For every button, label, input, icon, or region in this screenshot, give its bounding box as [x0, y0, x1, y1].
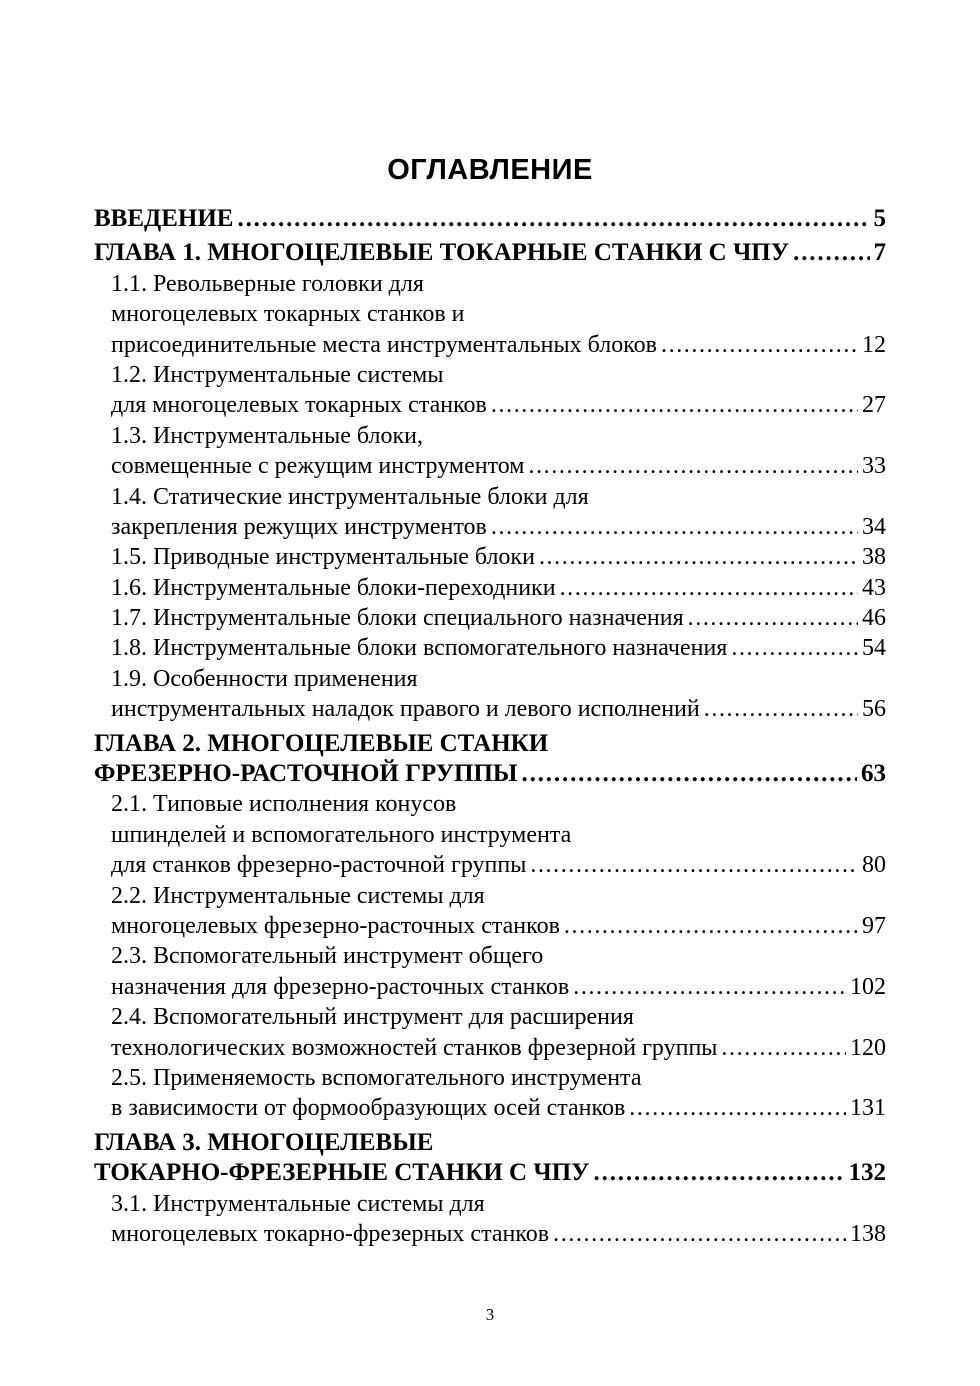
toc-entry-text: технологических возможностей станков фрезерной группы [111, 1034, 718, 1061]
toc-entry-text: шпинделей и вспомогательного инструмента [111, 821, 572, 848]
leader-dots [793, 238, 869, 268]
toc-page-number: 38 [862, 544, 886, 571]
leader-dots [237, 204, 869, 234]
toc-entry-text: ГЛАВА 3. МНОГОЦЕЛЕВЫЕ [94, 1128, 434, 1156]
toc-entry-text: для многоцелевых токарных станков [111, 392, 487, 419]
toc-page-number: 12 [862, 331, 886, 358]
page-number: 3 [485, 1305, 495, 1324]
toc-page-number: 7 [873, 239, 886, 267]
toc-entry-2-5[interactable] [94, 1063, 886, 1124]
toc-entry-1-3[interactable] [94, 421, 886, 482]
toc-entry-text: 1.2. Инструментальные системы [111, 361, 444, 388]
toc-entry-text: многоцелевых токарно-фрезерных станков [111, 1220, 550, 1247]
toc-page-number: 131 [850, 1095, 886, 1122]
toc-entry-text: ТОКАРНО-ФРЕЗЕРНЫЕ СТАНКИ С ЧПУ [94, 1159, 590, 1187]
leader-dots [564, 911, 858, 941]
toc-entry-1-7[interactable] [94, 603, 886, 633]
toc-page-number: 120 [850, 1034, 886, 1061]
table-of-contents [94, 204, 886, 1249]
toc-page-number: 56 [862, 696, 886, 723]
leader-dots [491, 390, 858, 420]
toc-page-number: 97 [862, 912, 886, 939]
toc-entry-text: многоцелевых фрезерно-расточных станков [111, 912, 560, 939]
toc-entry-1-1[interactable] [94, 269, 886, 360]
toc-page-number: 102 [850, 973, 886, 1000]
leader-dots [704, 694, 858, 724]
toc-page-number: 46 [862, 605, 886, 632]
toc-entry-text: 2.5. Применяемость вспомогательного инструмента [111, 1064, 642, 1091]
toc-entry-text: ГЛАВА 1. МНОГОЦЕЛЕВЫЕ ТОКАРНЫЕ СТАНКИ С ЧПУ [94, 239, 790, 267]
toc-entry-text: 3.1. Инструментальные системы для [111, 1190, 485, 1217]
toc-entry-1-9[interactable] [94, 664, 886, 725]
toc-entry-chapter-3[interactable] [94, 1128, 886, 1189]
toc-page-number: 33 [862, 453, 886, 480]
toc-page-number: 54 [862, 635, 886, 662]
toc-entry-3-1[interactable] [94, 1189, 886, 1250]
toc-entry-text: 2.4. Вспомогательный инструмент для расширения [111, 1004, 634, 1031]
leader-dots [539, 542, 858, 572]
toc-page-number: 80 [862, 852, 886, 879]
leader-dots [528, 451, 858, 481]
page-title: ОГЛАВЛЕНИЕ [387, 154, 593, 186]
toc-page-number: 63 [861, 760, 886, 788]
toc-page-number: 34 [862, 513, 886, 540]
toc-entry-text: в зависимости от формообразующих осей станков [111, 1095, 626, 1122]
leader-dots [688, 603, 858, 633]
toc-entry-text: 1.1. Револьверные головки для [111, 270, 424, 297]
toc-entry-text: 2.3. Вспомогательный инструмент общего [111, 943, 544, 970]
toc-page-number: 5 [873, 205, 886, 232]
toc-entry-text: 1.7. Инструментальные блоки специального назначения [111, 605, 684, 632]
toc-entry-text: ГЛАВА 2. МНОГОЦЕЛЕВЫЕ СТАНКИ [94, 729, 549, 757]
toc-page-number: 43 [862, 574, 886, 601]
leader-dots [594, 1158, 845, 1188]
leader-dots [560, 573, 858, 603]
toc-entry-text: 1.4. Статические инструментальные блоки для [111, 483, 589, 510]
toc-entry-chapter-2[interactable] [94, 729, 886, 790]
leader-dots [731, 633, 858, 663]
toc-entry-text: 1.3. Инструментальные блоки, [111, 422, 423, 449]
toc-entry-2-4[interactable] [94, 1002, 886, 1063]
toc-entry-text: многоцелевых токарных станков и [111, 301, 465, 328]
leader-dots [491, 512, 858, 542]
leader-dots [521, 759, 857, 789]
toc-entry-text: 1.6. Инструментальные блоки-переходники [111, 574, 556, 601]
toc-entry-text: 1.8. Инструментальные блоки вспомогательного назначения [111, 635, 728, 662]
toc-entry-text: назначения для фрезерно-расточных станков [111, 973, 570, 1000]
toc-entry-text: 1.5. Приводные инструментальные блоки [111, 544, 535, 571]
toc-entry-2-3[interactable] [94, 941, 886, 1002]
toc-entry-1-8[interactable] [94, 633, 886, 663]
leader-dots [661, 330, 858, 360]
toc-entry-introduction[interactable] [94, 204, 886, 234]
toc-page-number: 27 [862, 392, 886, 419]
toc-entry-text: 2.1. Типовые исполнения конусов [111, 791, 457, 818]
toc-entry-text: ФРЕЗЕРНО-РАСТОЧНОЙ ГРУППЫ [94, 760, 518, 788]
toc-entry-text: присоединительные места инструментальных блоков [111, 331, 657, 358]
toc-entry-chapter-1[interactable] [94, 238, 886, 268]
toc-entry-text: 2.2. Инструментальные системы для [111, 882, 485, 909]
toc-page-number: 138 [850, 1220, 886, 1247]
toc-entry-text: ВВЕДЕНИЕ [94, 205, 234, 232]
leader-dots [721, 1033, 846, 1063]
leader-dots [573, 972, 846, 1002]
toc-entry-text: совмещенные с режущим инструментом [111, 453, 525, 480]
toc-entry-1-4[interactable] [94, 482, 886, 543]
toc-entry-1-2[interactable] [94, 360, 886, 421]
toc-entry-2-2[interactable] [94, 881, 886, 942]
leader-dots [530, 850, 858, 880]
toc-entry-1-5[interactable] [94, 542, 886, 572]
toc-page-number: 132 [848, 1159, 886, 1187]
toc-entry-text: закрепления режущих инструментов [111, 513, 487, 540]
leader-dots [553, 1219, 846, 1249]
leader-dots [629, 1093, 846, 1123]
toc-entry-text: 1.9. Особенности применения [111, 665, 418, 692]
toc-entry-1-6[interactable] [94, 573, 886, 603]
toc-entry-2-1[interactable] [94, 789, 886, 880]
toc-entry-text: инструментальных наладок правого и левого исполнений [111, 696, 700, 723]
toc-entry-text: для станков фрезерно-расточной группы [111, 852, 527, 879]
